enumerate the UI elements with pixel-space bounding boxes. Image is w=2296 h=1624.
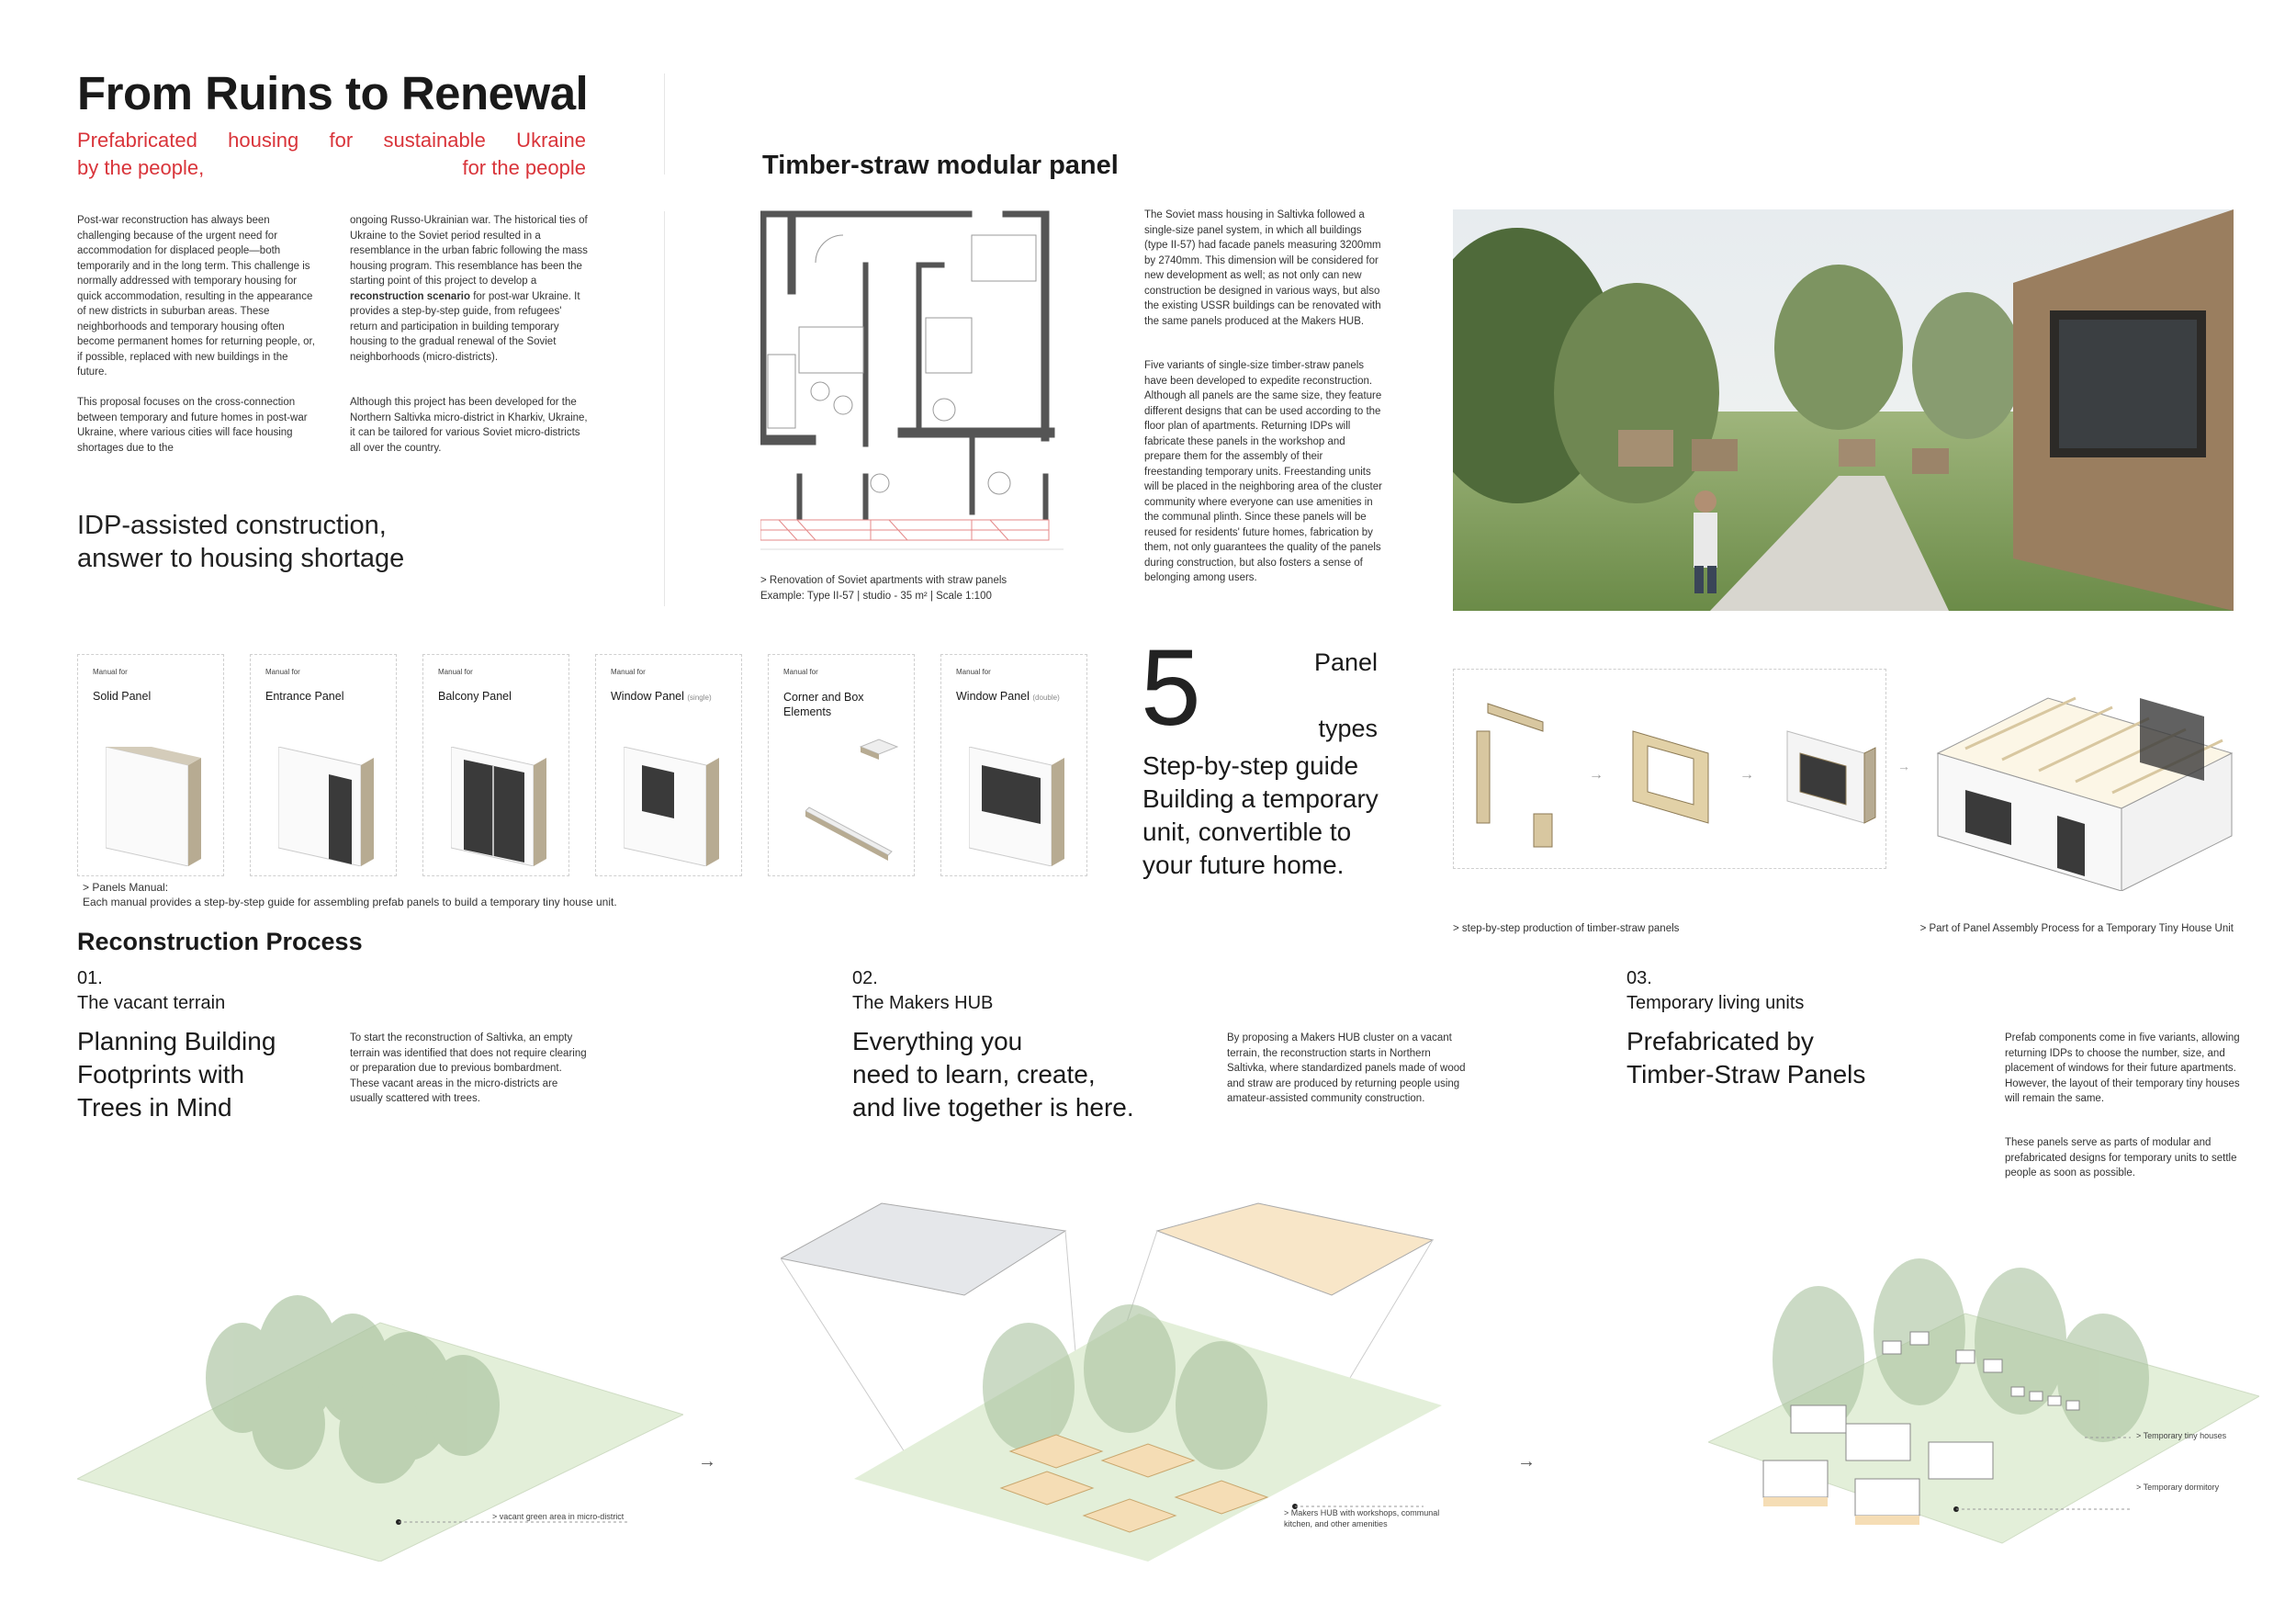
step-2-big-2: need to learn, create,: [852, 1060, 1096, 1088]
manual-card-solid: [77, 654, 224, 876]
manual-tag: Manual for: [93, 668, 128, 676]
step-2-number: 02.: [852, 968, 878, 988]
intro-col1-p1: Post-war reconstruction has always been challenging because of the urgent need for accommodation for displaced people—both temporarily and in the long term. This challenge is normally addressed with temporary housing for quick accommodation, resulting in the appearance of new districts in suburban areas. These neighborhoods and temporary housing often become permanent homes for returning people, or, if possible, replaced with new buildings in the future.: [77, 215, 315, 378]
balcony-panel-icon: [451, 747, 552, 866]
step-2-big-3: and live together is here.: [852, 1093, 1134, 1122]
floor-plan-caption-1: > Renovation of Soviet apartments with straw panels: [760, 575, 1007, 586]
svg-text:→: →: [1589, 767, 1604, 783]
corner-box-icon: [805, 738, 906, 866]
subtitle-line-1: Prefabricated housing for sustainable Ukraine: [77, 129, 586, 152]
manual-card-window-double: [940, 654, 1087, 876]
panel-section-text-2: Five variants of single-size timber-straw panels have been developed to expedite reconstruction. Although all panels are the same size, they feature different designs that can be used according to the floor plan of apartments. Returning IDPs will fabricate these panels in the workshop and prepare them for the assembly of their freestanding temporary units. Freestanding units will be placed in the neighboring area of the cluster community where everyone can use amenities in the communal plinth. Since these panels will be reused for residents' future homes, fabrication by them, not only guarantees the quality of the panels during construction, but also fosters a sense of belonging among users.: [1144, 360, 1382, 583]
intro-col1-p2: This proposal focuses on the cross-connection between temporary and future homes in post-war Ukraine, where various cities will face housing shortages due to the: [77, 397, 308, 454]
process-arrow-1: →: [698, 1451, 716, 1472]
manual-tag: Manual for: [438, 668, 473, 676]
step-3-number: 03.: [1626, 968, 1652, 988]
step-2-big-1: Everything you: [852, 1027, 1023, 1055]
divider: [664, 73, 665, 175]
manual-card-entrance: [250, 654, 397, 876]
step-3-description: Prefab components come in five variants, allowing returning IDPs to choose the number, size, and placement of windows for their future apartments. However, the layout of their temporary tiny houses will remain the same.: [2005, 1032, 2240, 1104]
window-double-panel-icon: [969, 747, 1070, 866]
tiny-house-assembly-diagram: [1929, 671, 2241, 891]
step-3-label-1: > Temporary tiny houses: [2136, 1431, 2227, 1440]
step-1-label: > vacant green area in micro-district: [492, 1512, 625, 1521]
guide-line-4: your future home.: [1142, 851, 1345, 879]
subtitle-line-2b: for the people: [462, 156, 586, 179]
types-word: types: [1318, 715, 1378, 742]
makers-hub-illustration: [781, 1194, 1442, 1562]
manual-card-window-single: [595, 654, 742, 876]
manuals-caption-2: Each manual provides a step-by-step guide for assembling prefab panels to build a temporary tiny house unit.: [83, 896, 617, 908]
render-image: [1453, 209, 2234, 611]
step-3-big-2: Timber-Straw Panels: [1626, 1060, 1866, 1088]
step-2-description: By proposing a Makers HUB cluster on a vacant terrain, the reconstruction starts in Northern Saltivka, where standardized panels made of wood and straw are produced by returning people using amateur-assisted community construction.: [1227, 1032, 1466, 1104]
panel-production-diagram: [1460, 676, 1883, 869]
svg-text:→: →: [1739, 767, 1754, 783]
manual-tag: Manual for: [265, 668, 300, 676]
step-2-label-2: kitchen, and other amenities: [1284, 1519, 1388, 1528]
step-1-number: 01.: [77, 968, 103, 988]
intro-col2-p1: ongoing Russo-Ukrainian war. The historical ties of Ukraine to the Soviet period resulted in a resemblance in the urban fabric following the mass housing program. This resemblance has been the starting point of this project to develop a reconstruction scenario for post-war Ukraine. It provides a step-by-step guide, from refugees' return and participation in building temporary housing to the gradual renewal of the Soviet neighborhoods (micro-districts).: [350, 215, 588, 363]
panel-count-number: 5: [1141, 627, 1201, 749]
step-1-title: The vacant terrain: [77, 993, 226, 1013]
page-title: From Ruins to Renewal: [77, 67, 589, 119]
manual-title: Window Panel (single): [611, 690, 712, 703]
step-1-big-3: Trees in Mind: [77, 1093, 232, 1122]
manual-card-corner-box: [768, 654, 915, 876]
guide-line-2: Building a temporary: [1142, 784, 1379, 813]
manual-tag: Manual for: [956, 668, 991, 676]
assembly-caption-right: > Part of Panel Assembly Process for a Temporary Tiny House Unit: [1919, 923, 2234, 934]
step-3-description-2: These panels serve as parts of modular and prefabricated designs for temporary units to settle people as soon as possible.: [2005, 1137, 2237, 1179]
manual-title: Solid Panel: [93, 690, 152, 703]
manual-title: Window Panel (double): [956, 690, 1060, 703]
assembly-caption-left: > step-by-step production of timber-straw panels: [1453, 923, 1680, 934]
step-2-label-1: > Makers HUB with workshops, communal: [1284, 1508, 1440, 1517]
manual-title: Balcony Panel: [438, 690, 512, 703]
floor-plan-drawing: [760, 208, 1064, 557]
process-arrow-2: →: [1517, 1451, 1536, 1472]
step-3-big-1: Prefabricated by: [1626, 1027, 1814, 1055]
manual-tag: Manual for: [783, 668, 818, 676]
divider: [664, 211, 665, 606]
step-3-label-2: > Temporary dormitory: [2136, 1483, 2220, 1492]
subtitle-line-2a: by the people,: [77, 156, 205, 179]
manual-card-balcony: [422, 654, 569, 876]
temporary-units-illustration: [1708, 1231, 2259, 1562]
slogan-line-1: IDP-assisted construction,: [77, 511, 387, 540]
manual-tag: Manual for: [611, 668, 646, 676]
intro-col2-p2: Although this project has been developed for the Northern Saltivka micro-district in Kharkiv, Ukraine, it can be tailored for various Soviet micro-districts all over the country.: [350, 397, 588, 454]
step-1-big-1: Planning Building: [77, 1027, 276, 1055]
step-2-title: The Makers HUB: [852, 993, 994, 1013]
step-1-big-2: Footprints with: [77, 1060, 245, 1088]
slogan-line-2: answer to housing shortage: [77, 544, 405, 573]
panel-section-heading: Timber-straw modular panel: [762, 151, 1119, 180]
manuals-caption-1: > Panels Manual:: [83, 881, 169, 894]
manual-title: Entrance Panel: [265, 690, 344, 703]
entrance-panel-icon: [278, 747, 379, 866]
step-3-title: Temporary living units: [1626, 993, 1805, 1013]
guide-line-1: Step-by-step guide: [1142, 751, 1359, 780]
guide-line-3: unit, convertible to: [1142, 818, 1352, 846]
window-single-panel-icon: [624, 747, 725, 866]
floor-plan-caption-2: Example: Type II-57 | studio - 35 m² | Scale 1:100: [760, 591, 992, 602]
solid-panel-icon: [106, 747, 207, 866]
process-heading: Reconstruction Process: [77, 928, 363, 955]
manual-title: Corner and Box Elements: [783, 691, 864, 718]
step-1-description: To start the reconstruction of Saltivka, an empty terrain was identified that does not require clearing or preparation due to previous bombardment. These vacant areas in the micro-districts are usually scattered with trees.: [350, 1032, 587, 1104]
panel-word: Panel: [1313, 648, 1378, 676]
assembly-arrow: →: [1897, 759, 1910, 773]
panel-section-text-1: The Soviet mass housing in Saltivka followed a single-size panel system, in which all buildings (type II-57) had facade panels measuring 3200mm by 2740mm. This dimension will be considered for new development as well; as not only can new construction be designed in various ways, but also the existing USSR buildings can be renovated with the same panels produced at the Makers HUB.: [1144, 209, 1381, 327]
